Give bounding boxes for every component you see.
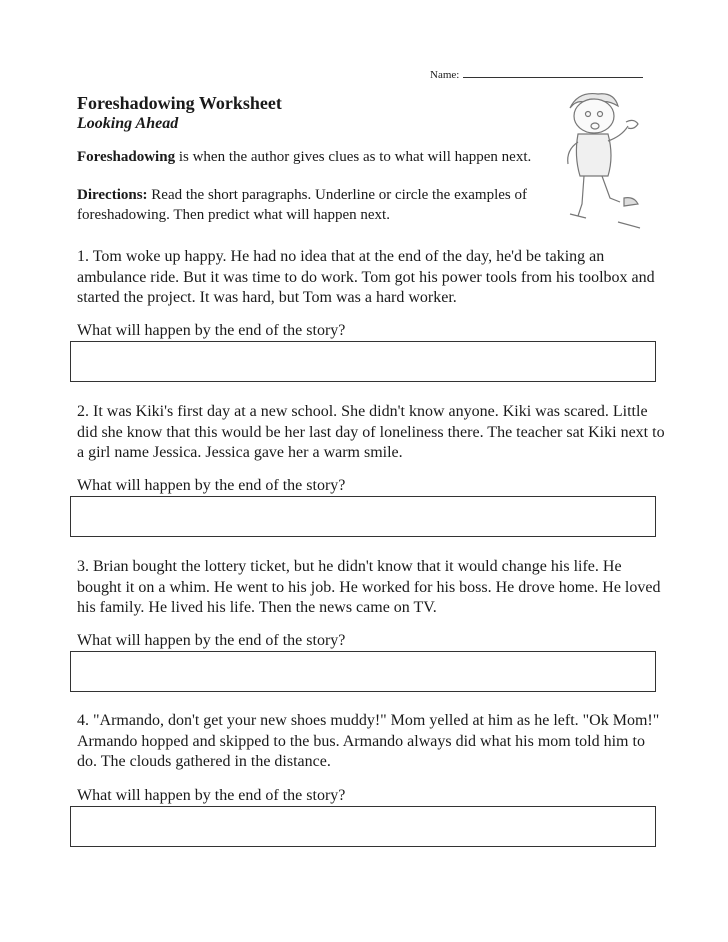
directions-text: Read the short paragraphs. Underline or circle the examples of foreshadowing. Then predict what will happen next.: [77, 187, 527, 223]
definition-term: Foreshadowing: [77, 149, 176, 165]
answer-box-4[interactable]: [70, 806, 656, 847]
paragraph-1: 1. Tom woke up happy. He had no idea that at the end of the day, he'd be taking an ambulance ride. But it was time to do work. Tom got his power tools from his toolbox and started the project. It was hard, but Tom was a hard worker.: [77, 248, 655, 306]
question-2: What will happen by the end of the story?: [77, 477, 346, 494]
question-4: What will happen by the end of the story?: [77, 787, 346, 804]
definition-text: is when the author gives clues as to what will happen next.: [175, 149, 532, 165]
answer-box-2[interactable]: [70, 496, 656, 537]
paragraph-2: 2. It was Kiki's first day at a new school. She didn't know anyone. Kiki was scared. Little did she know that this would be her last day of loneliness there. The teacher sat Kiki next to a girl name Jessica. Jessica gave her a warm smile.: [77, 403, 665, 461]
name-field-label: [430, 67, 643, 81]
worksheet-subtitle: Looking Ahead: [77, 115, 179, 132]
definition: [77, 149, 531, 166]
answer-box-3[interactable]: [70, 651, 656, 692]
answer-box-1[interactable]: [70, 341, 656, 382]
name-label: Name:: [430, 69, 460, 81]
directions-label: Directions:: [77, 187, 148, 203]
paragraph-3: 3. Brian bought the lottery ticket, but he didn't know that it would change his life. He bought it on a whim. He went to his job. He worked for his boss. He drove home. He loved his family. He lived his life. Then the news came on TV.: [77, 558, 661, 616]
paragraph-4: 4. "Armando, don't get your new shoes muddy!" Mom yelled at him as he left. "Ok Mom!" Armando hopped and skipped to the bus. Armando always did what his mom told him to do. The clouds gathered in the distance.: [77, 712, 660, 770]
worksheet-title: Foreshadowing Worksheet: [77, 93, 282, 113]
question-3: What will happen by the end of the story?: [77, 632, 346, 649]
name-input-line[interactable]: [463, 67, 643, 78]
directions: [77, 185, 537, 225]
cartoon-boy-tripping-icon: [548, 86, 648, 236]
question-1: What will happen by the end of the story?: [77, 322, 346, 339]
